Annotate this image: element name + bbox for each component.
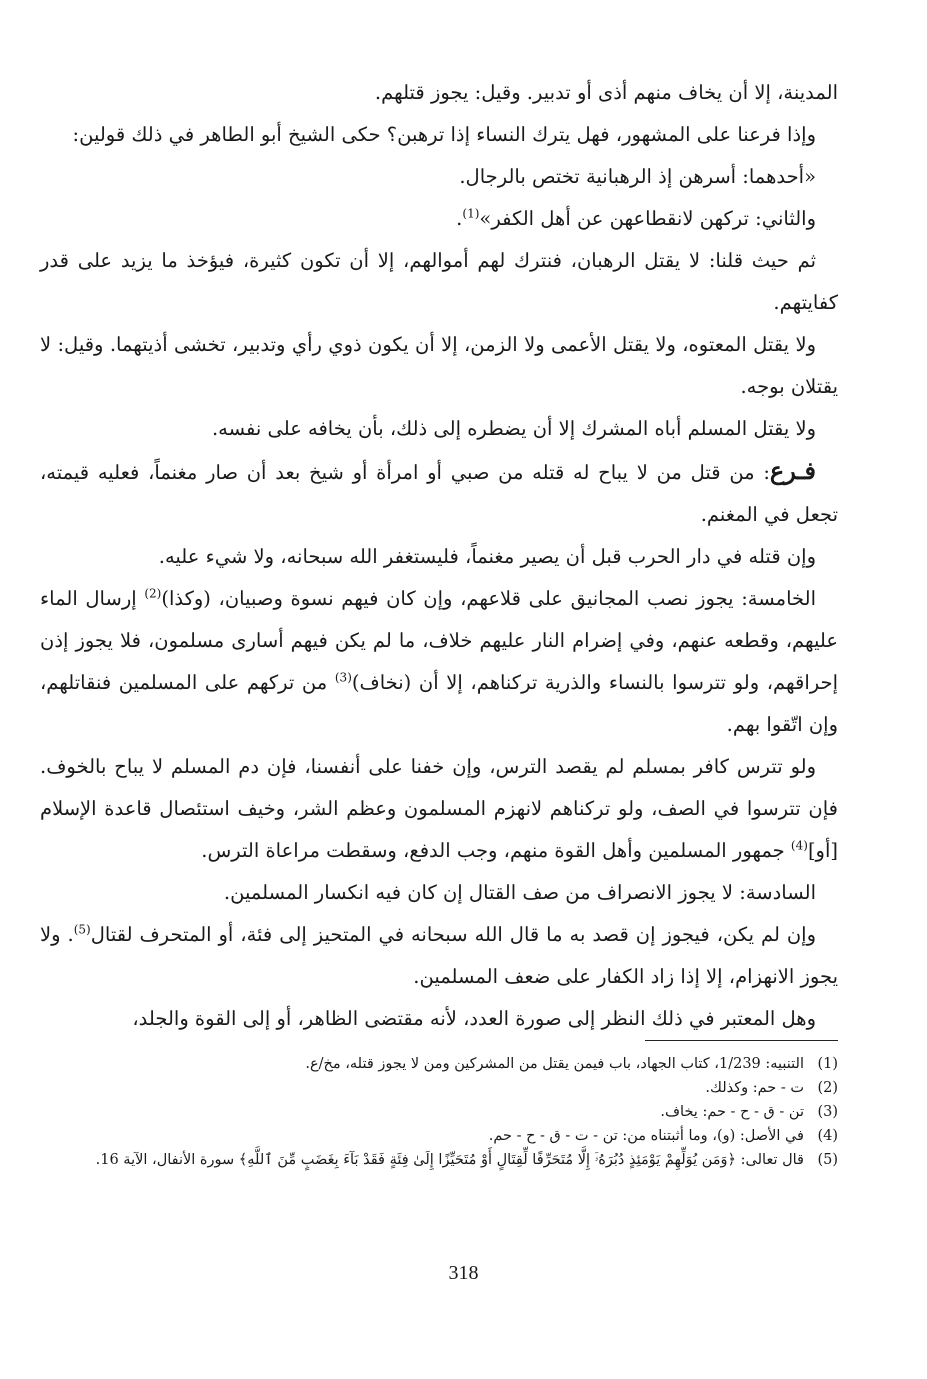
branch-heading: فـرع [769, 456, 816, 485]
paragraph-4-text: والثاني: تركهن لانقطاعهن عن أهل الكفر» [479, 207, 816, 230]
footnote-ref-1: (1) [462, 206, 480, 221]
footnote-number: (3) [817, 1104, 838, 1120]
paragraph-11-text-a: ولو تترس كافر بمسلم لم يقصد الترس، وإن خفنا على أنفسنا، فإن دم المسلم لا يباح بالخوف. فإن تترسوا في الصف، ولو تركناهم لانهزم المسلمون وعظم الشر، وخيف استئصال قاعدة الإسلام [أو] [40, 755, 838, 862]
paragraph-2 [40, 114, 838, 156]
page-number: 318 [448, 1262, 479, 1284]
paragraph-13-text-b: . ولا يجوز الانهزام، إلا إذا زاد الكفار على ضعف المسلمين. [40, 923, 838, 988]
footnote-ref-3: (3) [334, 670, 352, 685]
paragraph-3-text: «أحدهما: أسرهن إذ الرهبانية تختص بالرجال. [459, 165, 816, 188]
footnote-3 [50, 1100, 838, 1124]
footnote-text: التنبيه: 1/239، كتاب الجهاد، باب فيمن يقتل من المشركين ومن لا يجوز قتله، مخ/ع. [305, 1056, 804, 1072]
paragraph-14-text: وهل المعتبر في ذلك النظر إلى صورة العدد، لأنه مقتضى الظاهر، أو إلى القوة والجلد، [132, 1007, 816, 1030]
footnote-ref-2: (2) [144, 586, 162, 601]
paragraph-1-text: المدينة، إلا أن يخاف منهم أذى أو تدبير. وقيل: يجوز قتلهم. [374, 81, 838, 104]
footnote-ref-5: (5) [73, 922, 91, 937]
paragraph-6 [40, 324, 838, 408]
paragraph-4-end: . [456, 207, 463, 230]
footnote-text: قال تعالى: ﴿وَمَن يُوَلِّهِمْ يَوْمَئِذٍ دُبُرَهُۥٓ إِلَّا مُتَحَرِّفًا لِّقِتَالٍ أَوْ مُتَحَيِّزًا إِلَىٰ فِئَةٍ فَقَدْ بَآءَ بِغَضَبٍ مِّنَ ٱللَّهِ﴾ سورة الأنفال، الآية 16. [95, 1152, 804, 1168]
footnote-divider [645, 1040, 838, 1041]
paragraph-10-text-a: الخامسة: يجوز نصب المجانيق على قلاعهم، وإن كان فيهم نسوة وصبيان، (وكذا) [161, 587, 816, 610]
footnote-number: (1) [817, 1056, 838, 1072]
paragraph-13-text-a: وإن لم يكن، فيجوز إن قصد به ما قال الله سبحانه في المتحيز إلى فئة، أو المتحرف لقتال [90, 923, 817, 946]
footnote-number: (2) [817, 1080, 838, 1096]
paragraph-3 [40, 156, 838, 198]
paragraph-9 [40, 536, 838, 578]
footnotes [50, 1052, 838, 1172]
footnote-text: تن - ق - ح - حم: يخاف. [660, 1104, 804, 1120]
paragraph-13 [40, 914, 838, 998]
paragraph-5 [40, 240, 838, 324]
footnote-text: في الأصل: (و)، وما أثبتناه من: تن - ت - ق - ح - حم. [488, 1128, 804, 1144]
footnote-ref-4: (4) [790, 838, 808, 853]
paragraph-11 [40, 746, 838, 872]
paragraph-1 [40, 72, 838, 114]
paragraph-10-text-b: إرسال الماء عليهم، وقطعه عنهم، وفي إضرام النار عليهم خلاف، ما لم يكن فيهم أسارى مسلمون، فلا يجوز إذن إحراقهم، ولو تترسوا بالنساء والذرية تركناهم، إلا أن (نخاف) [40, 587, 838, 694]
footnote-5 [50, 1148, 838, 1172]
paragraph-4 [40, 198, 838, 240]
paragraph-6-text: ولا يقتل المعتوه، ولا يقتل الأعمى ولا الزمن، إلا أن يكون ذوي رأي وتدبير، تخشى أذيتهما. وقيل: لا يقتلان بوجه. [40, 333, 838, 398]
paragraph-12-text: السادسة: لا يجوز الانصراف من صف القتال إن كان فيه انكسار المسلمين. [223, 881, 816, 904]
footnote-number: (5) [817, 1152, 838, 1168]
paragraph-8 [40, 450, 838, 536]
paragraph-8-text: : من قتل من لا يباح له قتله من صبي أو امرأة أو شيخ بعد أن صار مغنماً، فعليه قيمته، تجعل في المغنم. [40, 461, 838, 526]
paragraph-14 [40, 998, 838, 1040]
main-text [40, 72, 838, 1040]
footnote-2 [50, 1076, 838, 1100]
paragraph-5-text: ثم حيث قلنا: لا يقتل الرهبان، فنترك لهم أموالهم، إلا أن تكون كثيرة، فيؤخذ ما يزيد على قدر كفايتهم. [40, 249, 838, 314]
paragraph-11-text-b: جمهور المسلمين وأهل القوة منهم، وجب الدفع، وسقطت مراعاة الترس. [201, 839, 791, 862]
paragraph-2-text: وإذا فرعنا على المشهور، فهل يترك النساء إذا ترهبن؟ حكى الشيخ أبو الطاهر في ذلك قولين: [72, 123, 816, 146]
paragraph-7-text: ولا يقتل المسلم أباه المشرك إلا أن يضطره إلى ذلك، بأن يخافه على نفسه. [211, 417, 816, 440]
footnote-number: (4) [817, 1128, 838, 1144]
paragraph-10-text-c: من تركهم على المسلمين فنقاتلهم، وإن اتّقوا بهم. [40, 671, 838, 736]
footnote-1 [50, 1052, 838, 1076]
paragraph-12 [40, 872, 838, 914]
paragraph-9-text: وإن قتله في دار الحرب قبل أن يصير مغنماً، فليستغفر الله سبحانه، ولا شيء عليه. [158, 545, 816, 568]
footnote-4 [50, 1124, 838, 1148]
paragraph-7 [40, 408, 838, 450]
paragraph-10 [40, 578, 838, 746]
footnote-text: ت - حم: وكذلك. [705, 1080, 804, 1096]
